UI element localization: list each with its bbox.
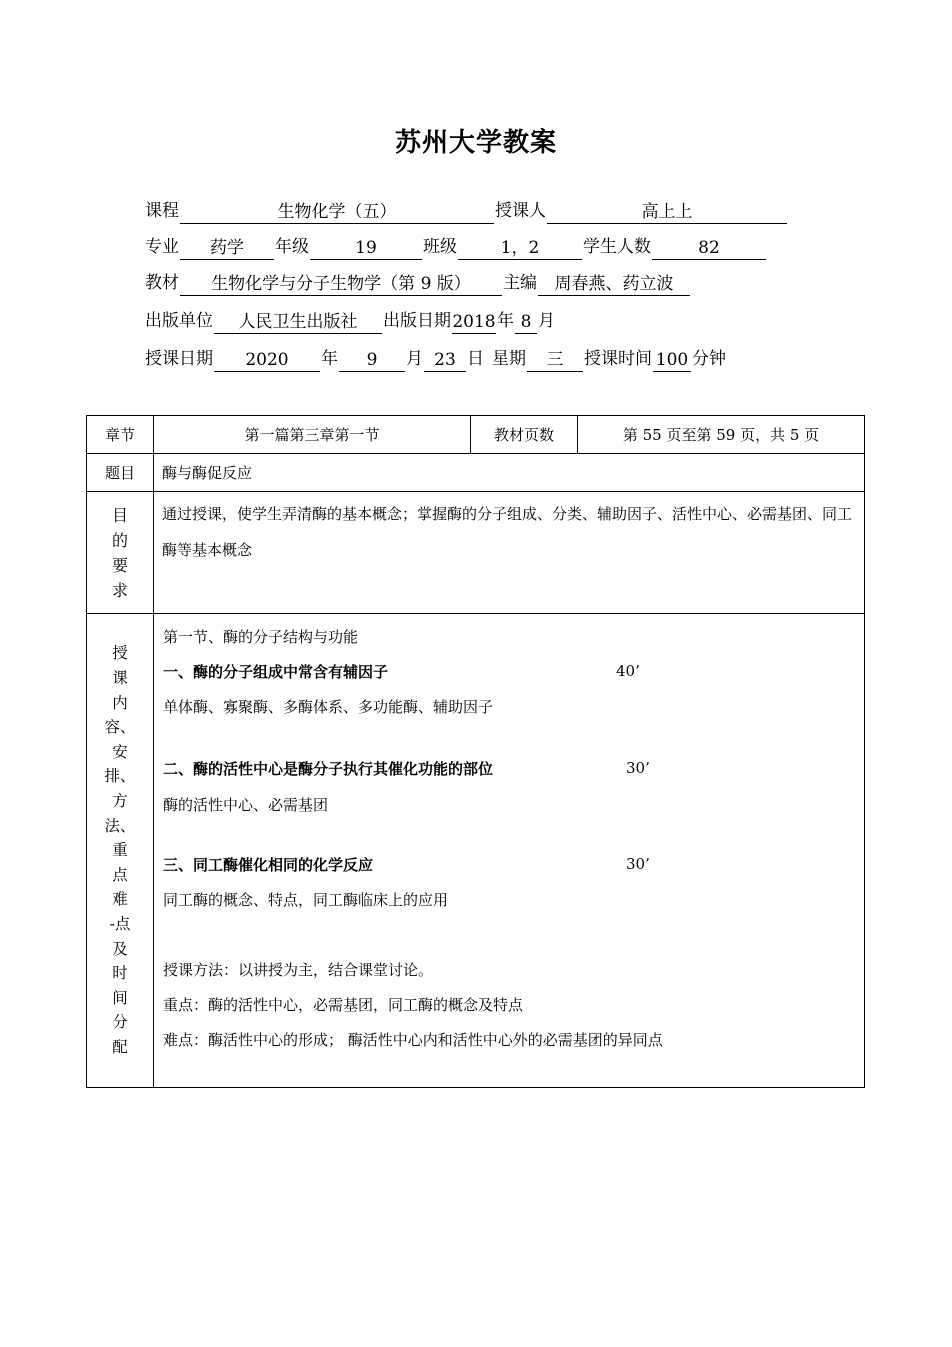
pages-label: 教材页数 xyxy=(471,416,578,454)
content-cell xyxy=(154,614,865,1088)
chapter-label: 章节 xyxy=(87,416,154,454)
course-value: 生物化学（五） xyxy=(180,201,494,224)
major-value: 药学 xyxy=(180,237,274,260)
content-label-char: 间 xyxy=(112,988,128,1007)
content-label-char: 及 xyxy=(112,939,128,958)
duration-unit: 分钟 xyxy=(692,349,726,369)
date-day-value: 23 xyxy=(424,349,466,372)
content-body xyxy=(154,614,864,1087)
info-line-textbook xyxy=(145,270,691,296)
content-row xyxy=(87,614,865,1088)
content-label-char: 时 xyxy=(112,964,128,983)
content-label-char: 安 xyxy=(112,742,128,761)
teacher-label: 授课人 xyxy=(495,201,546,221)
objective-label-char: 要 xyxy=(111,555,128,575)
difficult-points: 难点：酶活性中心的形成； 酶活性中心内和活性中心外的必需基团的异同点 xyxy=(163,1031,663,1049)
grade-value: 19 xyxy=(310,237,422,260)
pub-month-value: 8 xyxy=(515,311,537,334)
date-year-value: 2020 xyxy=(214,349,320,372)
publisher-value: 人民卫生出版社 xyxy=(214,311,382,334)
content-label-char: 授 xyxy=(112,644,128,663)
objective-label xyxy=(87,492,154,614)
info-line-course xyxy=(145,198,788,224)
content-label-char: 难 xyxy=(112,890,128,909)
textbook-value: 生物化学与分子生物学（第 9 版） xyxy=(180,273,502,296)
content-label-char: 课 xyxy=(112,669,128,688)
paragraph-2: 酶的活性中心、必需基团 xyxy=(163,796,329,814)
editor-label: 主编 xyxy=(503,273,537,293)
students-value: 82 xyxy=(652,237,766,260)
content-label-char: 容、 xyxy=(104,718,136,737)
content-label-char: 排、 xyxy=(104,767,136,786)
heading-2-time: 30’ xyxy=(626,759,650,777)
objective-value: 通过授课，使学生弄清酶的基本概念；掌握酶的分子组成、分类、辅助因子、活性中心、必需基团、同工酶等基本概念 xyxy=(154,492,865,614)
content-label xyxy=(87,614,154,1088)
textbook-label: 教材 xyxy=(145,273,179,293)
duration-label: 授课时间 xyxy=(584,349,652,369)
topic-label: 题目 xyxy=(87,454,154,492)
content-label-char: 配 xyxy=(112,1037,128,1056)
pub-year-unit: 年 xyxy=(497,311,514,331)
chapter-row xyxy=(87,416,865,454)
pages-value: 第 55 页至第 59 页，共 5 页 xyxy=(578,416,865,454)
date-day-unit: 日 xyxy=(467,349,484,369)
content-label-char: -点 xyxy=(109,914,131,933)
paragraph-1: 单体酶、寡聚酶、多酶体系、多功能酶、辅助因子 xyxy=(163,698,494,716)
content-label-char: 分 xyxy=(112,1013,128,1032)
weekday-label: 星期 xyxy=(492,349,526,369)
content-label-char: 方 xyxy=(112,792,128,811)
paragraph-3: 同工酶的概念、特点，同工酶临床上的应用 xyxy=(163,891,449,909)
heading-2: 二、酶的活性中心是酶分子执行其催化功能的部位 xyxy=(163,760,494,778)
editor-value: 周春燕、药立波 xyxy=(538,273,690,296)
heading-3: 三、同工酶催化相同的化学反应 xyxy=(163,856,374,874)
pub-year-value: 2018 xyxy=(452,312,496,332)
grade-label: 年级 xyxy=(275,237,309,257)
content-label-char: 重 xyxy=(112,841,128,860)
class-label: 班级 xyxy=(423,237,457,257)
heading-1-time: 40’ xyxy=(616,662,640,680)
course-label: 课程 xyxy=(145,201,179,221)
objective-label-char: 求 xyxy=(111,580,128,600)
students-label: 学生人数 xyxy=(583,237,651,257)
date-year-unit: 年 xyxy=(321,349,338,369)
content-label-char: 点 xyxy=(112,865,128,884)
heading-3-time: 30’ xyxy=(626,855,650,873)
heading-1: 一、酶的分子组成中常含有辅因子 xyxy=(163,663,389,681)
pub-month-unit: 月 xyxy=(538,311,555,331)
date-month-unit: 月 xyxy=(406,349,423,369)
section-title: 第一节、酶的分子结构与功能 xyxy=(163,628,359,646)
lesson-plan-table xyxy=(86,415,865,1088)
topic-value: 酶与酶促反应 xyxy=(154,454,865,492)
chapter-value: 第一篇第三章第一节 xyxy=(154,416,471,454)
info-line-publisher xyxy=(145,308,555,334)
topic-row xyxy=(87,454,865,492)
content-label-char: 法、 xyxy=(104,816,136,835)
publisher-label: 出版单位 xyxy=(145,311,213,331)
class-value: 1，2 xyxy=(458,237,582,260)
objective-label-char: 的 xyxy=(111,530,128,550)
objective-row xyxy=(87,492,865,614)
date-month-value: 9 xyxy=(339,349,405,372)
info-line-date xyxy=(145,346,726,372)
teacher-value: 高上上 xyxy=(547,201,787,224)
date-label: 授课日期 xyxy=(145,349,213,369)
major-label: 专业 xyxy=(145,237,179,257)
pubdate-label: 出版日期 xyxy=(383,311,451,331)
weekday-value: 三 xyxy=(527,349,583,372)
duration-value: 100 xyxy=(653,349,691,372)
content-label-char: 内 xyxy=(112,693,128,712)
key-points: 重点：酶的活性中心，必需基团，同工酶的概念及特点 xyxy=(163,996,524,1014)
page-title: 苏州大学教案 xyxy=(394,128,557,158)
info-line-major xyxy=(145,234,767,260)
teaching-method: 授课方法：以讲授为主，结合课堂讨论。 xyxy=(163,961,434,979)
objective-label-char: 目 xyxy=(111,505,128,525)
